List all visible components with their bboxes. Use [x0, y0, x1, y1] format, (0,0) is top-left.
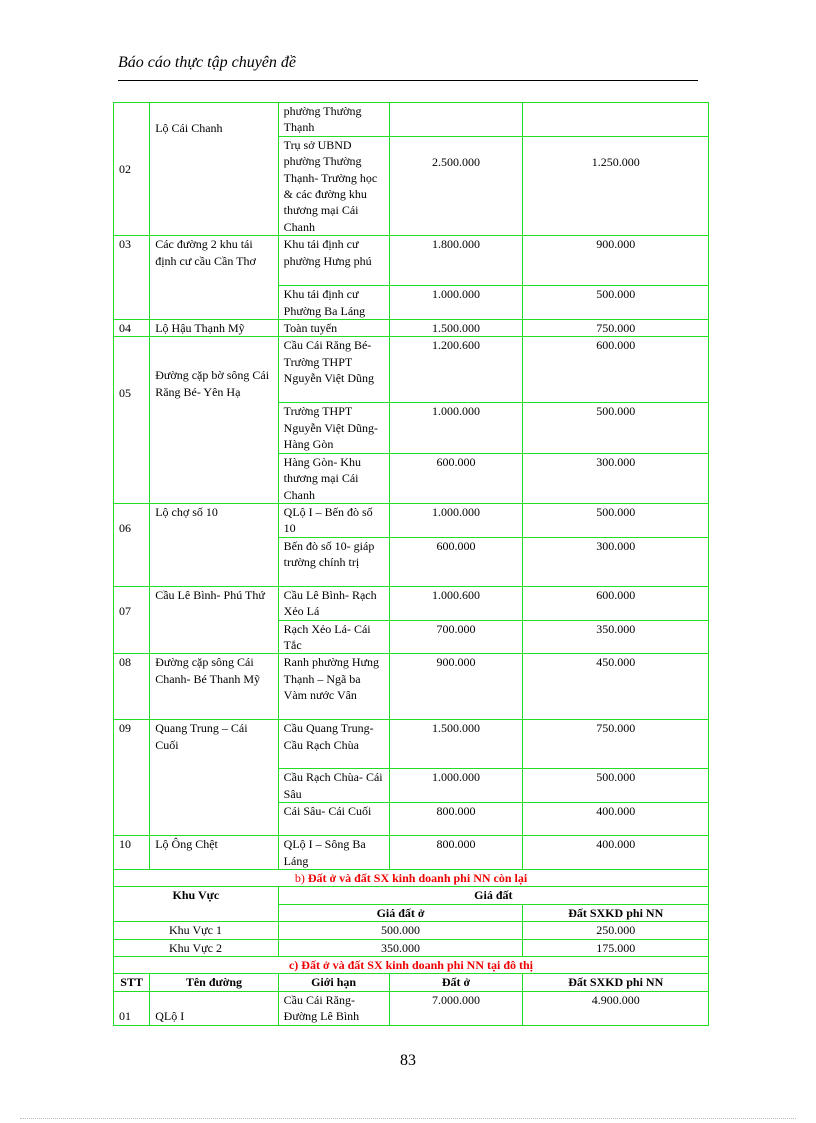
limit-cell: Cầu Cái Răng Bé- Trường THPT Nguyễn Việt Dũng — [278, 337, 389, 403]
sxkd-cell: 400.000 — [523, 836, 709, 870]
section-c-heading-row — [114, 957, 709, 974]
section-b-heading — [114, 869, 709, 886]
road-name-cell: Cầu Lê Bình- Phú Thứ — [150, 586, 278, 654]
price-cell: 800.000 — [389, 836, 523, 870]
limit-cell: Cầu Rạch Chùa- Cái Sâu — [278, 769, 389, 803]
price-cell: 1.200.600 — [389, 337, 523, 403]
stt-cell: 08 — [114, 654, 150, 720]
page-bottom-divider — [20, 1118, 796, 1119]
sxkd-cell: 500.000 — [523, 503, 709, 537]
limit-cell: QLộ I – Bến đò số 10 — [278, 503, 389, 537]
sxkd-cell: 450.000 — [523, 654, 709, 720]
section-b-prefix: b) — [294, 870, 308, 885]
road-name-cell: Quang Trung – Cái Cuối — [150, 720, 278, 836]
table-row — [114, 586, 709, 620]
price-cell: 600.000 — [389, 537, 523, 586]
limit-cell: Cầu Lê Bình- Rạch Xẻo Lá — [278, 586, 389, 620]
sxkd-cell: 300.000 — [523, 537, 709, 586]
road-name-cell: Lộ Ông Chệt — [150, 836, 278, 870]
limit-cell: Cầu Quang Trung- Cầu Rạch Chùa — [278, 720, 389, 769]
road-header: Tên đường — [150, 974, 278, 991]
area-cell: Khu Vực 1 — [114, 922, 279, 939]
price-cell: 1.500.000 — [389, 320, 523, 337]
table-row — [114, 991, 709, 1025]
stt-cell: 06 — [114, 503, 150, 586]
table-row — [114, 654, 709, 720]
price-cell: 2.500.000 — [389, 136, 523, 235]
price-cell: 1.000.000 — [389, 503, 523, 537]
section-b-heading-row — [114, 869, 709, 886]
land-price-table — [113, 102, 709, 1026]
section-b-title: Đất ở và đất SX kinh doanh phi NN còn lại — [307, 870, 528, 885]
sxkd-cell: 600.000 — [523, 586, 709, 620]
sxkd-header: Đất SXKD phi NN — [523, 974, 709, 991]
price-cell: 600.000 — [389, 453, 523, 503]
road-name-cell: Lộ chợ số 10 — [150, 503, 278, 586]
sxkd-cell: 175.000 — [523, 939, 709, 956]
road-name-cell: Đường cặp bờ sông Cái Răng Bé- Yên Hạ — [150, 337, 278, 503]
price-cell: 900.000 — [389, 654, 523, 720]
limit-cell: phường Thường Thạnh — [278, 103, 389, 137]
stt-cell: 01 — [114, 991, 150, 1025]
limit-header: Giới hạn — [278, 974, 389, 991]
stt-cell: 10 — [114, 836, 150, 870]
sxkd-cell: 250.000 — [523, 922, 709, 939]
page-number: 83 — [400, 1052, 416, 1069]
sxkd-cell: 4.900.000 — [523, 991, 709, 1025]
area-header: Khu Vực — [114, 887, 279, 922]
limit-cell: Cái Sâu- Cái Cuối — [278, 803, 389, 836]
section-c-heading: c) Đất ở và đất SX kinh doanh phi NN tại đô thị — [114, 957, 709, 974]
limit-cell: Khu tái định cư phường Hưng phú — [278, 236, 389, 286]
road-name-cell: Lộ Cái Chanh — [150, 103, 278, 236]
limit-cell: Trường THPT Nguyễn Việt Dũng- Hàng Gòn — [278, 403, 389, 453]
sxkd-cell: 400.000 — [523, 803, 709, 836]
sxkd-cell: 600.000 — [523, 337, 709, 403]
price-cell: 800.000 — [389, 803, 523, 836]
road-name-cell: Lộ Hậu Thạnh Mỹ — [150, 320, 278, 337]
stt-cell: 07 — [114, 586, 150, 654]
price-cell: 1.000.000 — [389, 403, 523, 453]
price-cell: 700.000 — [389, 620, 523, 654]
price-cell: 1.000.000 — [389, 286, 523, 320]
stt-header: STT — [114, 974, 150, 991]
sxkd-cell: 1.250.000 — [523, 136, 709, 235]
road-name-cell: Các đường 2 khu tái định cư cầu Cần Thơ — [150, 236, 278, 320]
sxkd-cell: 900.000 — [523, 236, 709, 286]
limit-cell: QLộ I – Sông Ba Láng — [278, 836, 389, 870]
table-row — [114, 836, 709, 870]
table-row — [114, 922, 709, 939]
area-cell: Khu Vực 2 — [114, 939, 279, 956]
sxkd-cell: 500.000 — [523, 403, 709, 453]
report-title: Báo cáo thực tập chuyên đề — [118, 54, 296, 71]
limit-cell: Ranh phường Hưng Thạnh – Ngã ba Vàm nước Vân — [278, 654, 389, 720]
price-cell — [389, 103, 523, 137]
price-cell: 7.000.000 — [389, 991, 523, 1025]
price-cell: 1.800.000 — [389, 236, 523, 286]
section-c-header-row — [114, 974, 709, 991]
sxkd-cell — [523, 103, 709, 137]
price-group-header: Giá đất — [278, 887, 708, 904]
sxkd-header: Đất SXKD phi NN — [523, 904, 709, 921]
residential-header: Đất ở — [389, 974, 523, 991]
road-name-cell: QLộ I — [150, 991, 278, 1025]
residential-header: Giá đất ở — [278, 904, 523, 921]
price-cell: 1.000.600 — [389, 586, 523, 620]
limit-cell: Hàng Gòn- Khu thương mại Cái Chanh — [278, 453, 389, 503]
sxkd-cell: 300.000 — [523, 453, 709, 503]
limit-cell: Khu tái định cư Phường Ba Láng — [278, 286, 389, 320]
residential-price-cell: 350.000 — [278, 939, 523, 956]
stt-cell: 04 — [114, 320, 150, 337]
stt-cell: 02 — [114, 103, 150, 236]
stt-cell: 09 — [114, 720, 150, 836]
stt-cell: 03 — [114, 236, 150, 320]
table-row — [114, 337, 709, 403]
sxkd-cell: 500.000 — [523, 769, 709, 803]
sxkd-cell: 350.000 — [523, 620, 709, 654]
table-row — [114, 503, 709, 537]
table-row — [114, 236, 709, 286]
sxkd-cell: 750.000 — [523, 720, 709, 769]
stt-cell: 05 — [114, 337, 150, 503]
table-row — [114, 103, 709, 137]
limit-cell: Toàn tuyến — [278, 320, 389, 337]
limit-cell: Bến đò số 10- giáp trường chính trị — [278, 537, 389, 586]
sxkd-cell: 750.000 — [523, 320, 709, 337]
residential-price-cell: 500.000 — [278, 922, 523, 939]
price-cell: 1.500.000 — [389, 720, 523, 769]
price-cell: 1.000.000 — [389, 769, 523, 803]
table-row — [114, 320, 709, 337]
table-row — [114, 939, 709, 956]
limit-cell: Rạch Xẻo Lá- Cái Tắc — [278, 620, 389, 654]
sxkd-cell: 500.000 — [523, 286, 709, 320]
limit-cell: Trụ sở UBND phường Thường Thạnh- Trường học & các đường khu thương mại Cái Chanh — [278, 136, 389, 235]
table-row — [114, 720, 709, 769]
road-name-cell: Đường cặp sông Cái Chanh- Bé Thanh Mỹ — [150, 654, 278, 720]
page-header — [118, 52, 698, 81]
section-b-header-row — [114, 887, 709, 904]
limit-cell: Cầu Cái Răng- Đường Lê Bình — [278, 991, 389, 1025]
